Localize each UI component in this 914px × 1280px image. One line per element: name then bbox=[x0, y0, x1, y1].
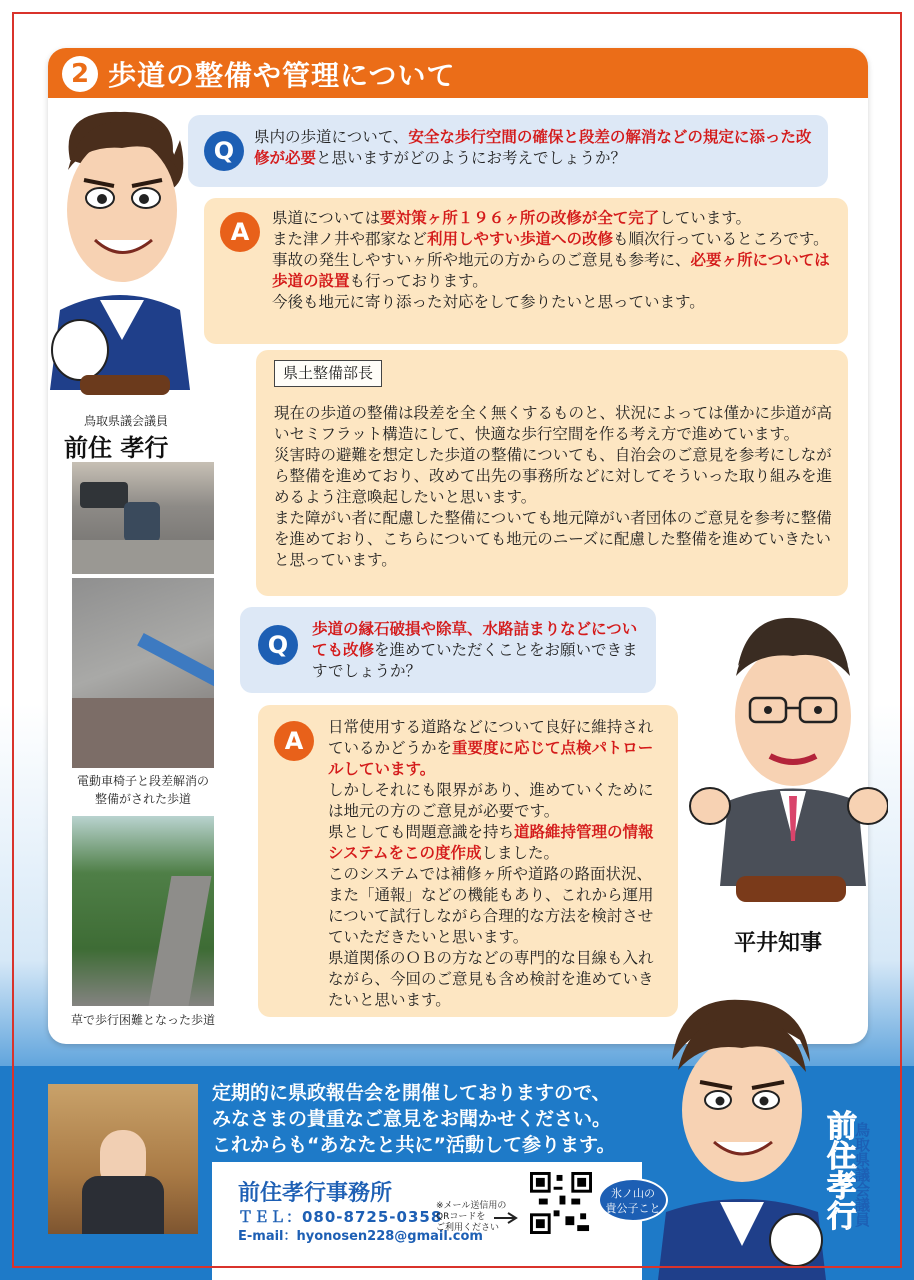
q-badge-1: Q bbox=[204, 131, 244, 171]
a2-segment: 道路維持管理の情報システムをこの度作成 bbox=[328, 823, 654, 862]
photo-wheelchair bbox=[72, 462, 214, 574]
a-badge-1: A bbox=[220, 212, 260, 252]
caption-photo2: 電動車椅子と段差解消の 整備がされた歩道 bbox=[76, 774, 209, 806]
a2-segment: しかしそれにも限界があり、進めていくためには地元の方のご意見が必要です。 bbox=[328, 781, 654, 820]
question-1-bubble bbox=[188, 115, 828, 187]
footer-vertical-title: 鳥取県議会議員 bbox=[853, 1122, 871, 1227]
office-email[interactable]: E-mail：hyonosen228@gmail.com bbox=[238, 1229, 483, 1244]
footer-message-line-3: これからも“あなたと共に”活動して参ります。 bbox=[212, 1134, 616, 1156]
a1-segment: 今後も地元に寄り添った対応をして参りたいと思っています。 bbox=[272, 293, 705, 311]
a2-segment: 県道関係のＯＢの方などの専門的な目線も入れながら、今回のご意見も含め検討を進めていきたいと思います。 bbox=[328, 949, 654, 1009]
a1-segment: また津ノ井や郡家など bbox=[272, 230, 428, 248]
department-line-2: 災害時の避難を想定した歩道の整備についても、自治会のご意見を参考にしながら整備を進めており、改めて出先の事務所などに対してそういった取り組みを進めるよう注意喚起したいと思います。 bbox=[274, 446, 833, 506]
governor-caricature bbox=[688, 606, 888, 916]
q-badge-2: Q bbox=[258, 625, 298, 665]
governor-name: 平井知事 bbox=[734, 931, 823, 956]
q2-segment: 歩道の縁石破損や除草、水路詰まりなどについても改修 bbox=[312, 620, 638, 659]
q1-segment: 県内の歩道について、 bbox=[254, 128, 409, 146]
arrow-right-icon bbox=[494, 1212, 522, 1224]
nickname-bubble: 氷ノ山の 貴公子こと bbox=[598, 1178, 668, 1222]
a2-segment: このシステムでは補修ヶ所や道路の路面状況、また「通報」などの機能もあり、これから運用について試行しながら合理的な方法を検討させていただきたいと思います。 bbox=[328, 865, 654, 946]
answer-1-text bbox=[272, 208, 834, 313]
footer-vertical-name: 前住孝行 bbox=[821, 1110, 856, 1230]
question-2-bubble bbox=[240, 607, 656, 693]
a1-segment: 県道については bbox=[272, 209, 381, 227]
footer-message-line-2: みなさまの貴重なご意見をお聞かせください。 bbox=[212, 1108, 612, 1130]
photo-weeds bbox=[72, 816, 214, 1006]
councilor-caricature bbox=[40, 100, 200, 410]
q1-segment: 安全な歩行空間の確保と段差の解消などの規定に添った改修が必要 bbox=[254, 128, 812, 167]
department-answer-bubble bbox=[256, 350, 848, 596]
answer-1-bubble bbox=[204, 198, 848, 344]
department-line-1: 現在の歩道の整備は段差を全く無くするものと、状況によっては僅かに歩道が高いセミフラット構造にして、快適な歩行空間を作る考え方で進めています。 bbox=[274, 404, 833, 443]
a1-segment: も順次行っているところです。 bbox=[613, 230, 829, 248]
a1-segment: 利用しやすい歩道への改修 bbox=[427, 230, 614, 248]
department-line-3: また障がい者に配慮した整備についても地元障がい者団体のご意見を参考に整備を進めており、こちらについても地元のニーズに配慮した整備を進めていきたいと思っています。 bbox=[274, 509, 832, 569]
section-number: 2 bbox=[62, 56, 98, 92]
a1-segment: 要対策ヶ所１９６ヶ所の改修が全て完了 bbox=[380, 209, 660, 227]
section-title: 歩道の整備や管理について bbox=[108, 59, 456, 92]
footer-message bbox=[212, 1080, 615, 1158]
a2-segment: しました。 bbox=[481, 844, 559, 862]
department-answer-text bbox=[274, 403, 834, 571]
a2-segment: 日常使用する道路などについて良好に維持されているかどうかを bbox=[328, 718, 654, 757]
a1-segment: しています。 bbox=[659, 209, 751, 227]
footer-photo-speech bbox=[48, 1084, 198, 1234]
answer-2-bubble bbox=[258, 705, 678, 1017]
qr-note: ※メール送信用の QRコードを ご利用ください bbox=[436, 1201, 507, 1233]
office-name: 前住孝行事務所 bbox=[238, 1181, 393, 1206]
question-2-text bbox=[312, 619, 644, 682]
a-badge-2: A bbox=[274, 721, 314, 761]
qr-code-icon[interactable] bbox=[530, 1172, 592, 1234]
a1-segment: 必要ヶ所については歩道の設置 bbox=[272, 251, 830, 290]
q2-segment: を進めていただくことをお願いできますでしょうか？ bbox=[312, 641, 638, 680]
councilor-caricature-footer bbox=[650, 990, 830, 1280]
q1-segment: と思いますがどのようにお考えでしょうか？ bbox=[316, 149, 627, 167]
office-tel[interactable]: ＴＥＬ：080-8725-0358 bbox=[238, 1208, 443, 1226]
department-label: 県土整備部長 bbox=[274, 360, 382, 387]
a2-segment: 重要度に応じて点検パトロールしています。 bbox=[328, 739, 654, 778]
caption-photo3: 草で歩行困難となった歩道 bbox=[70, 1013, 215, 1027]
answer-2-text bbox=[328, 717, 666, 1011]
councilor-title: 鳥取県議会議員 bbox=[83, 414, 168, 428]
photo-curb bbox=[72, 578, 214, 768]
a1-segment: 事故の発生しやすいヶ所や地元の方からのご意見も参考に、 bbox=[272, 251, 691, 269]
a1-segment: も行っております。 bbox=[349, 272, 488, 290]
question-1-text bbox=[254, 127, 812, 169]
footer-message-line-1: 定期的に県政報告会を開催しておりますので、 bbox=[212, 1082, 611, 1104]
councilor-name: 前住 孝行 bbox=[64, 434, 169, 462]
a2-segment: 県としても問題意識を持ち bbox=[328, 823, 515, 841]
